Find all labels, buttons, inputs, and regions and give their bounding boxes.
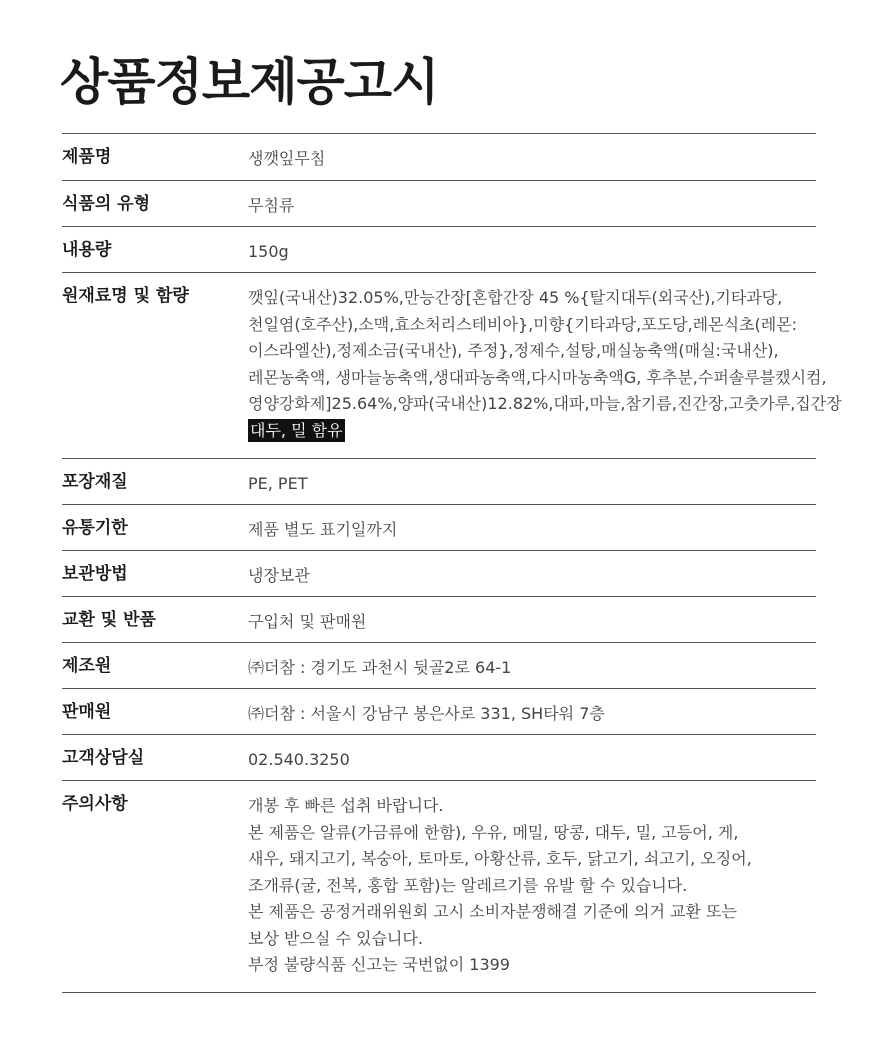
value-line: 02.540.3250: [248, 750, 350, 769]
row-value: [248, 459, 816, 504]
value-line: 개봉 후 빠른 섭취 바랍니다.: [248, 796, 444, 815]
value-line: 150g: [248, 242, 289, 261]
row-value: [248, 551, 816, 596]
value-line: 부정 불량식품 신고는 국번없이 1399: [248, 955, 510, 974]
value-line: 보상 받으실 수 있습니다.: [248, 928, 423, 948]
table-row-ingredients: [62, 273, 842, 459]
value-line: 구입처 및 판매원: [248, 612, 367, 631]
table-row-precautions: [62, 781, 816, 993]
table-row-product-name: [62, 134, 816, 181]
row-label: 내용량: [62, 240, 112, 260]
value-line: 냉장보관: [248, 566, 310, 585]
row-label: 제품명: [62, 147, 112, 167]
row-label: 원재료명 및 함량: [62, 286, 189, 306]
value-line: ㈜더참 : 서울시 강남구 봉은사로 331, SH타워 7층: [248, 704, 605, 723]
allergen-highlight: 대두, 밀 함유: [250, 420, 343, 440]
value-line: ㈜더참 : 경기도 과천시 뒷골2로 64-1: [248, 658, 512, 677]
row-label: 판매원: [62, 702, 112, 722]
allergen-line: [248, 418, 842, 445]
value-line: 생깻잎무침: [248, 149, 326, 168]
value-line: 새우, 돼지고기, 복숭아, 토마토, 아황산류, 호두, 닭고기, 쇠고기, 오징어,: [248, 849, 752, 868]
row-value: [248, 273, 842, 458]
page-title: 상품정보제공고시: [60, 52, 439, 111]
table-row-seller: [62, 689, 816, 735]
row-label: 제조원: [62, 656, 112, 676]
value-line: 무침류: [248, 196, 295, 215]
row-value: [248, 781, 816, 992]
table-row-exchange: [62, 597, 816, 643]
table-row-food-type: [62, 181, 816, 227]
row-label: 보관방법: [62, 564, 128, 584]
row-value: [248, 181, 816, 226]
row-value: [248, 689, 816, 734]
table-row-manufacturer: [62, 643, 816, 689]
table-row-packaging: [62, 459, 816, 505]
value-line: PE, PET: [248, 474, 308, 493]
value-line: 천일염(호주산),소맥,효소처리스테비아},미향{기타과당,포도당,레몬식초(레몬:: [248, 314, 798, 334]
table-row-net-content: [62, 227, 816, 273]
value-line: 레몬농축액, 생마늘농축액,생대파농축액,다시마농축액G, 후추분,수퍼솔루블캤시컴,: [248, 367, 827, 387]
row-value: [248, 643, 816, 688]
value-line: 조개류(굴, 전복, 홍합 포함)는 알레르기를 유발 할 수 있습니다.: [248, 875, 688, 895]
row-label: 고객상담실: [62, 748, 145, 768]
row-value: [248, 597, 816, 642]
table-row-customer-service: [62, 735, 816, 781]
product-info-table: [62, 133, 842, 993]
row-value: [248, 134, 816, 180]
table-row-expiration: [62, 505, 816, 551]
row-label: 식품의 유형: [62, 194, 151, 214]
value-line: 이스라엘산),정제소금(국내산), 주정},정제수,설탕,매실농축액(매실:국내산),: [248, 341, 779, 360]
row-value: [248, 227, 816, 272]
row-value: [248, 735, 816, 780]
row-value: [248, 505, 816, 550]
value-line: 영양강화제]25.64%,양파(국내산)12.82%,대파,마늘,참기름,진간장,고춧가루,집간장: [248, 394, 842, 413]
row-label: 교환 및 반품: [62, 610, 156, 630]
value-line: 본 제품은 공정거래위원회 고시 소비자분쟁해결 기준에 의거 교환 또는: [248, 902, 737, 921]
value-line: 깻잎(국내산)32.05%,만능간장[혼합간장 45 %{탈지대두(외국산),기타과당,: [248, 288, 783, 307]
row-label: 포장재질: [62, 472, 128, 492]
table-row-storage: [62, 551, 816, 597]
value-line: 제품 별도 표기일까지: [248, 520, 398, 539]
row-label: 주의사항: [62, 794, 128, 814]
row-label: 유통기한: [62, 518, 128, 538]
value-line: 본 제품은 알류(가금류에 한함), 우유, 메밀, 땅콩, 대두, 밀, 고등어, 게,: [248, 822, 739, 842]
